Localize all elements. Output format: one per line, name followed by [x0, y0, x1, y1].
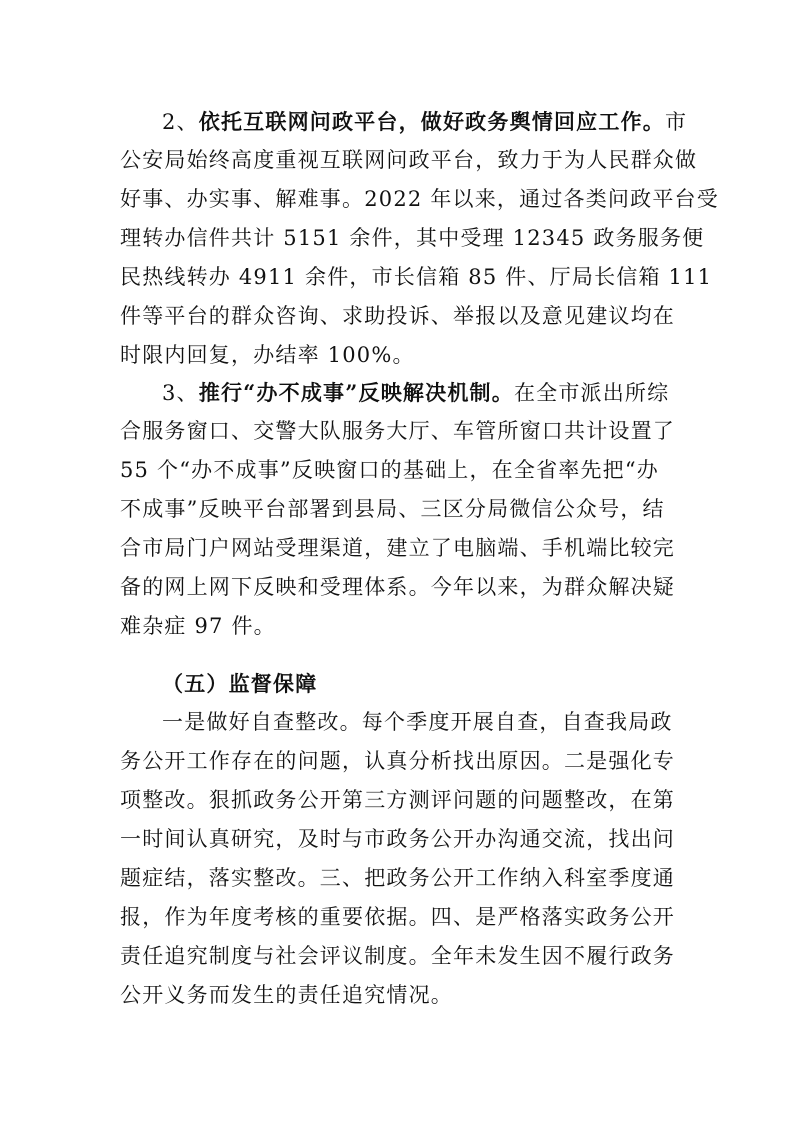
paragraph-line: 公开义务而发生的责任追究情况。: [120, 983, 453, 1007]
paragraph-line: 一时间认真研究，及时与市政务公开办沟通交流，找出问: [120, 827, 675, 851]
paragraph-line: 责任追究制度与社会评议制度。全年未发生因不履行政务: [120, 944, 675, 968]
paragraph-line: 55 个“办不成事”反映窗口的基础上，在全省率先把“办: [120, 458, 660, 482]
paragraph-line: 合市局门户网站受理渠道，建立了电脑端、手机端比较完: [120, 536, 675, 560]
paragraph-section-2: [120, 102, 719, 375]
paragraph-line: 合服务窗口、交警大队服务大厅、车管所窗口共计设置了: [120, 419, 675, 443]
paragraph-line: 好事、办实事、解难事。2022 年以来，通过各类问政平台受: [120, 187, 719, 211]
paragraph-line: 理转办信件共计 5151 余件，其中受理 12345 政务服务便: [120, 226, 705, 250]
paragraph-line: 民热线转办 4911 余件，市长信箱 85 件、厅局长信箱 111: [120, 265, 713, 289]
paragraph-line: 题症结，落实整改。三、把政务公开工作纳入科室季度通: [120, 866, 675, 890]
paragraph-text: 市: [664, 110, 688, 134]
paragraph-line: 报，作为年度考核的重要依据。四、是严格落实政务公开: [120, 905, 675, 929]
paragraph-line: 务公开工作存在的问题，认真分析找出原因。二是强化专: [120, 749, 675, 773]
section-number: 3、: [162, 381, 199, 405]
paragraph-text: 在全市派出所综: [513, 381, 670, 405]
section-heading: （五）监督保障: [162, 671, 318, 696]
paragraph-line: 备的网上网下反映和受理体系。今年以来，为群众解决疑: [120, 575, 675, 599]
section-lead-heading: 依托互联网问政平台，做好政务舆情回应工作。: [198, 109, 665, 134]
paragraph-line: 一是做好自查整改。每个季度开展自查，自查我局政: [162, 710, 673, 734]
paragraph-line: [120, 373, 675, 412]
paragraph-line: 件等平台的群众咨询、求助投诉、举报以及意见建议均在: [120, 304, 675, 328]
paragraph-line: 时限内回复，办结率 100%。: [120, 343, 415, 367]
paragraph-section-3: [120, 373, 675, 646]
paragraph-section-5: [120, 664, 675, 1015]
section-number: 2、: [162, 110, 199, 134]
paragraph-line: 难杂症 97 件。: [120, 614, 276, 638]
paragraph-line: 公安局始终高度重视互联网问政平台，致力于为人民群众做: [120, 148, 698, 172]
section-lead-heading: 推行“办不成事”反映解决机制。: [198, 380, 514, 405]
paragraph-line: 不成事”反映平台部署到县局、三区分局微信公众号，结: [120, 497, 665, 521]
paragraph-line: [120, 102, 688, 141]
paragraph-line: 项整改。狠抓政务公开第三方测评问题的问题整改，在第: [120, 788, 675, 812]
